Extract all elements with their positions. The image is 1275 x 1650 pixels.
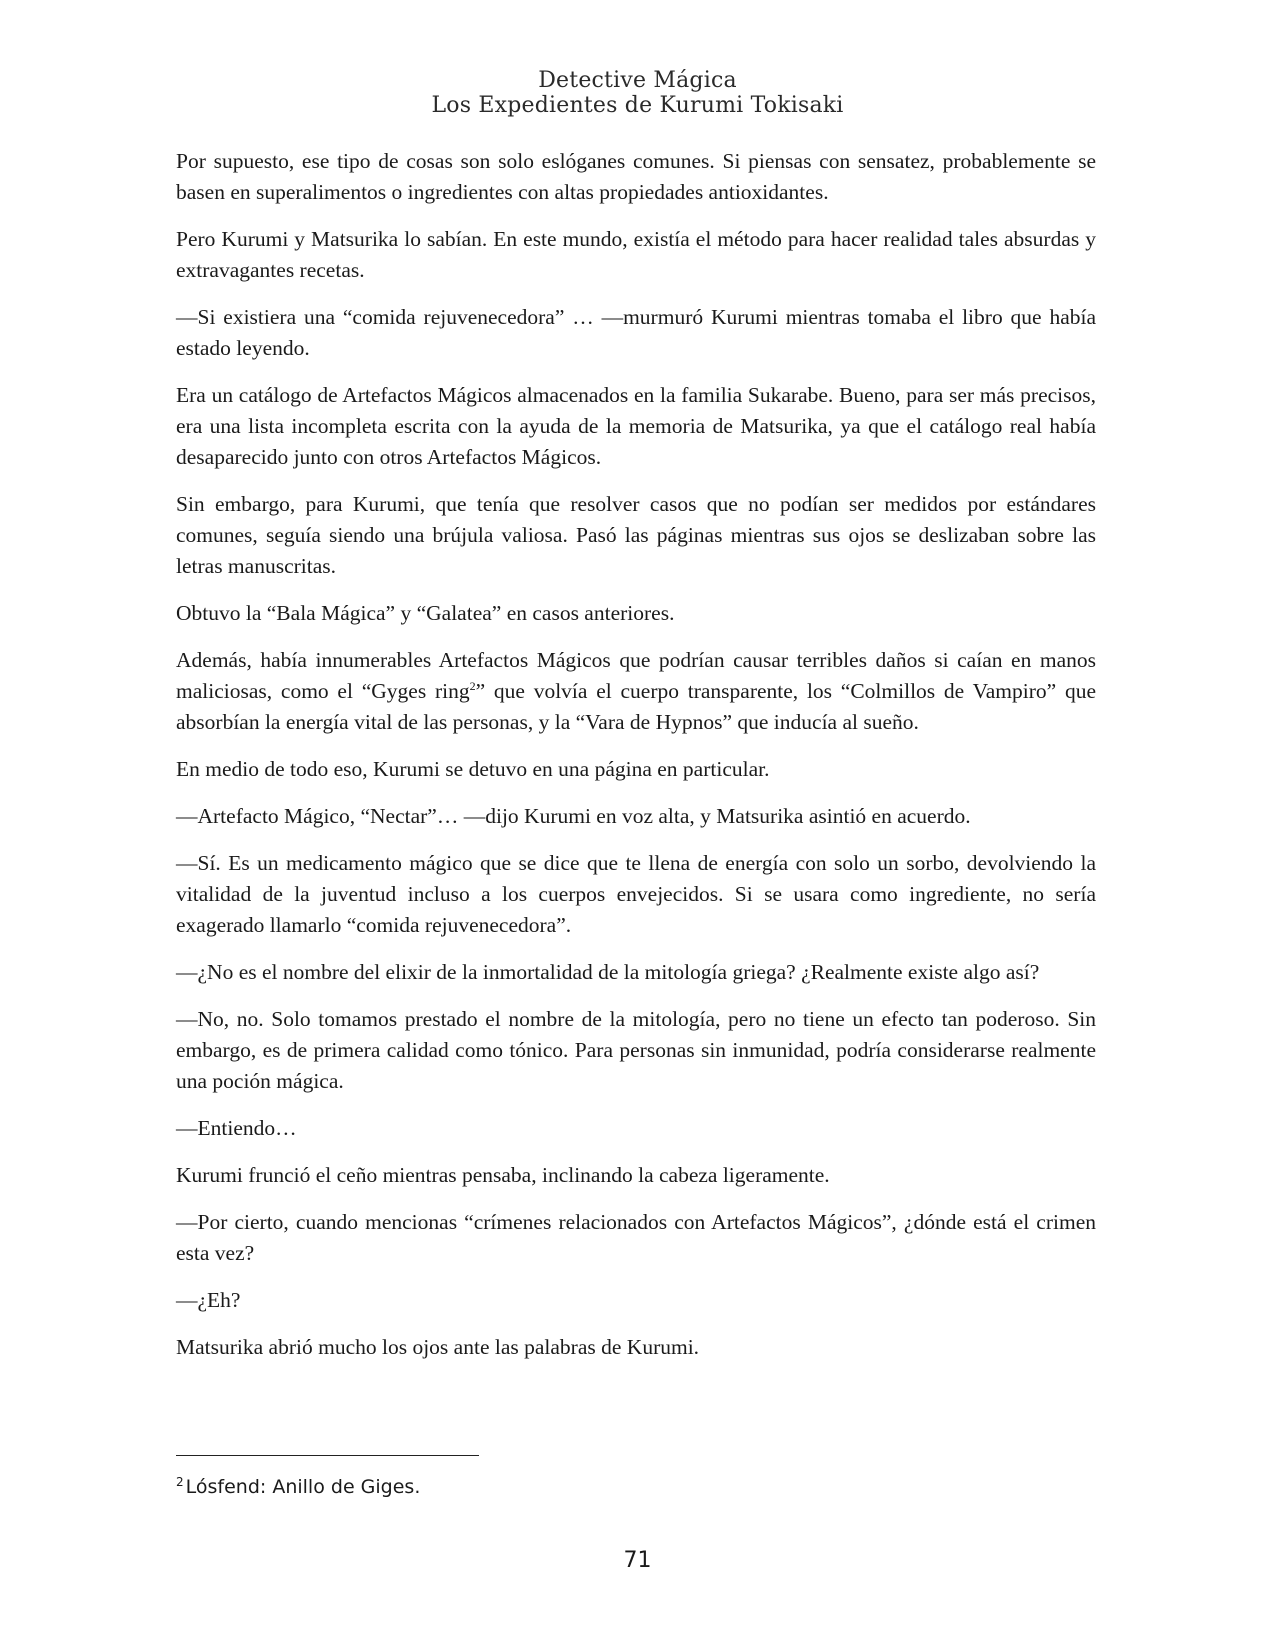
body-text bbox=[176, 146, 1096, 1379]
paragraph: Obtuvo la “Bala Mágica” y “Galatea” en casos anteriores. bbox=[176, 601, 675, 625]
paragraph: —Sí. Es un medicamento mágico que se dice que te llena de energía con solo un sorbo, devolviendo la vitalidad de la juventud incluso a los cuerpos envejecidos. Si se usara como ingrediente, no sería exagerado llamarlo “comida rejuvenecedora”. bbox=[176, 851, 1096, 937]
footnote bbox=[176, 1475, 420, 1499]
paragraph: Pero Kurumi y Matsurika lo sabían. En este mundo, existía el método para hacer realidad tales absurdas y extravagantes recetas. bbox=[176, 227, 1096, 282]
paragraph: Por supuesto, ese tipo de cosas son solo eslóganes comunes. Si piensas con sensatez, probablemente se basen en superalimentos o ingredientes con altas propiedades antioxidantes. bbox=[176, 149, 1096, 204]
paragraph-with-footnote bbox=[176, 645, 1096, 738]
page-number: 71 bbox=[623, 1548, 652, 1573]
paragraph: Matsurika abrió mucho los ojos ante las palabras de Kurumi. bbox=[176, 1335, 700, 1359]
footnote-text: Lósfend: Anillo de Giges. bbox=[185, 1476, 421, 1498]
paragraph: —Por cierto, cuando mencionas “crímenes relacionados con Artefactos Mágicos”, ¿dónde está el crimen esta vez? bbox=[176, 1210, 1096, 1265]
header-subtitle: Los Expedientes de Kurumi Tokisaki bbox=[431, 93, 844, 118]
paragraph: —Entiendo… bbox=[176, 1116, 297, 1140]
paragraph: Kurumi frunció el ceño mientras pensaba, inclinando la cabeza ligeramente. bbox=[176, 1163, 830, 1187]
paragraph: —¿No es el nombre del elixir de la inmortalidad de la mitología griega? ¿Realmente existe algo así? bbox=[176, 960, 1040, 984]
footnote-reference[interactable]: 2 bbox=[469, 678, 476, 693]
running-header bbox=[0, 68, 1275, 118]
paragraph: Era un catálogo de Artefactos Mágicos almacenados en la familia Sukarabe. Bueno, para ser más precisos, era una lista incompleta escrita con la ayuda de la memoria de Matsurika, ya que el catálogo real había desaparecido junto con otros Artefactos Mágicos. bbox=[176, 383, 1096, 469]
paragraph: Sin embargo, para Kurumi, que tenía que resolver casos que no podían ser medidos por estándares comunes, seguía siendo una brújula valiosa. Pasó las páginas mientras sus ojos se deslizaban sobre las letras manuscritas. bbox=[176, 492, 1096, 578]
paragraph-text-after: ” que volvía el cuerpo transparente, los “Colmillos de Vampiro” que absorbían la energía vital de las personas, y la “Vara de Hypnos” que inducía al sueño. bbox=[176, 679, 1096, 734]
footnote-number: 2 bbox=[176, 1474, 184, 1489]
paragraph: —No, no. Solo tomamos prestado el nombre de la mitología, pero no tiene un efecto tan poderoso. Sin embargo, es de primera calidad como tónico. Para personas sin inmunidad, podría considerarse realmente una poción mágica. bbox=[176, 1007, 1096, 1093]
header-book-title: Detective Mágica bbox=[538, 68, 737, 93]
paragraph-text-before: Además, había innumerables Artefactos Mágicos que podrían causar terribles daños si caían en manos maliciosas, como el “Gyges ring bbox=[176, 648, 1096, 703]
paragraph: —Si existiera una “comida rejuvenecedora” … —murmuró Kurumi mientras tomaba el libro que había estado leyendo. bbox=[176, 305, 1096, 360]
paragraph: En medio de todo eso, Kurumi se detuvo en una página en particular. bbox=[176, 757, 770, 781]
paragraph: —Artefacto Mágico, “Nectar”… —dijo Kurumi en voz alta, y Matsurika asintió en acuerdo. bbox=[176, 804, 971, 828]
footnote-divider bbox=[176, 1455, 479, 1456]
paragraph: —¿Eh? bbox=[176, 1288, 241, 1312]
